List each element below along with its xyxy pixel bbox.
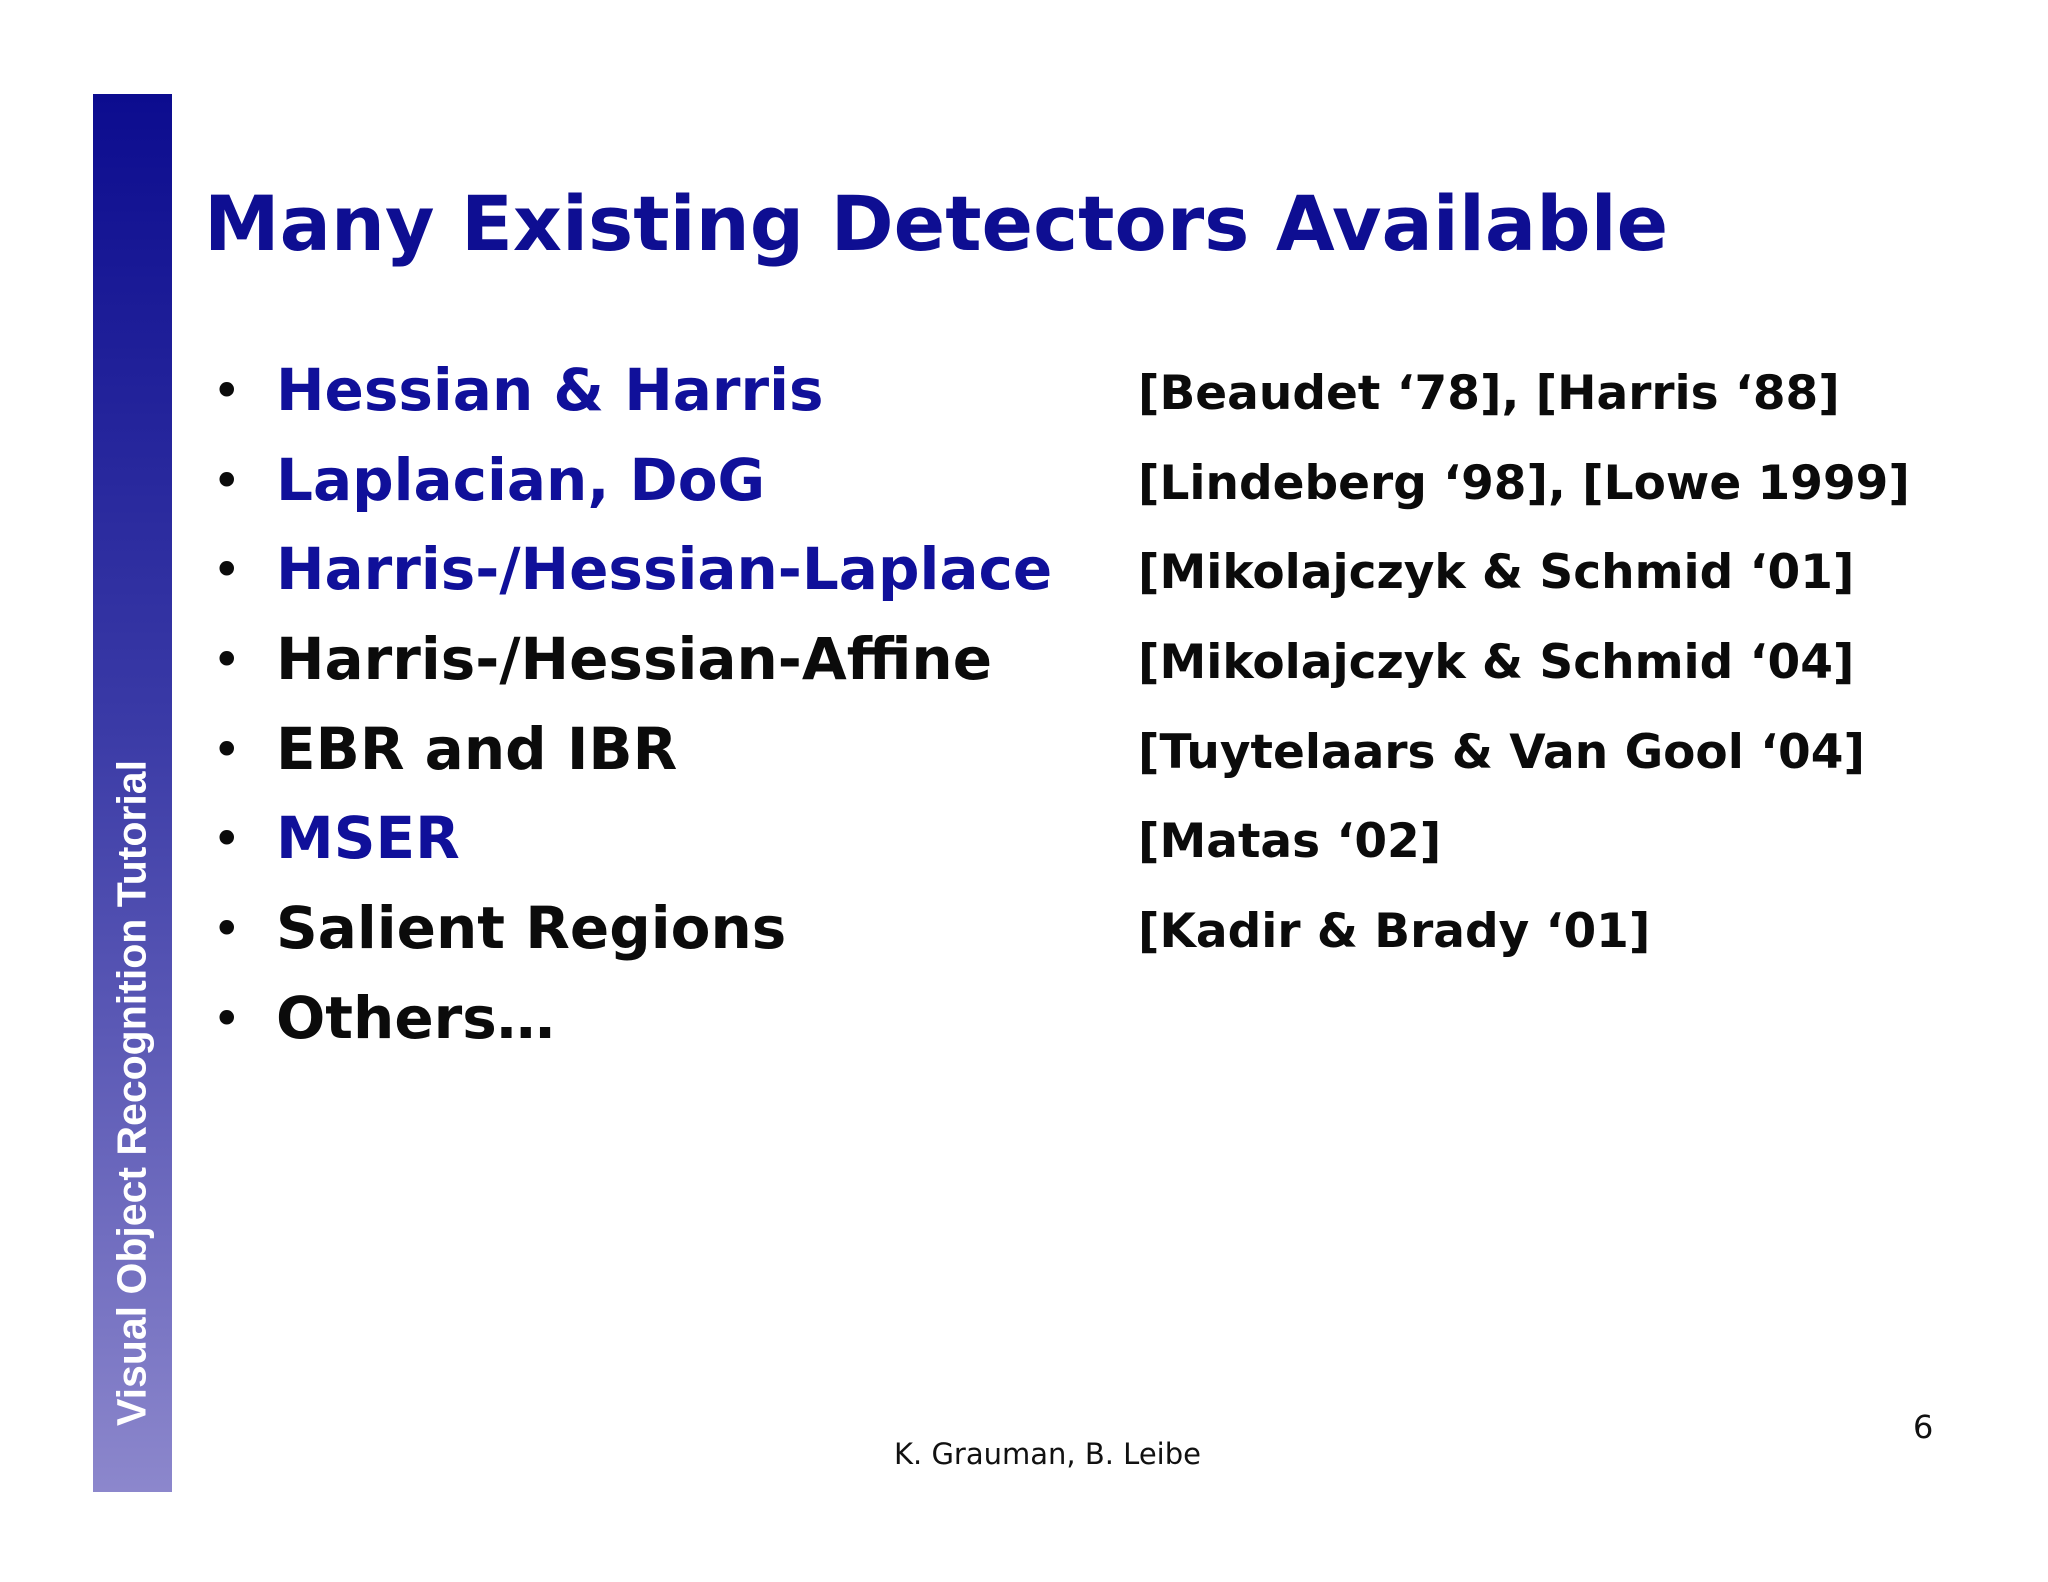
list-item bbox=[210, 625, 1960, 715]
footer-authors: K. Grauman, B. Leibe bbox=[894, 1437, 1201, 1471]
bullet-icon: • bbox=[212, 720, 242, 779]
reference: [Tuytelaars & Van Gool ‘04] bbox=[1138, 724, 1865, 780]
list-item bbox=[210, 535, 1960, 625]
reference: [Matas ‘02] bbox=[1138, 814, 1442, 870]
bullet-icon: • bbox=[212, 900, 242, 959]
page-number: 6 bbox=[1913, 1408, 1934, 1446]
sidebar-label: Visual Object Recognition Tutorial bbox=[108, 760, 155, 1426]
reference: [Mikolajczyk & Schmid ‘01] bbox=[1138, 545, 1855, 601]
detector-name: Harris-/Hessian-Laplace bbox=[276, 535, 1053, 604]
bullet-icon: • bbox=[212, 451, 242, 510]
detector-name: MSER bbox=[276, 804, 460, 873]
list-item bbox=[210, 804, 1960, 894]
list-item bbox=[210, 984, 1960, 1074]
reference: [Mikolajczyk & Schmid ‘04] bbox=[1138, 635, 1855, 691]
detector-name: EBR and IBR bbox=[276, 714, 678, 783]
list-item bbox=[210, 446, 1960, 536]
list-item bbox=[210, 715, 1960, 805]
reference: [Lindeberg ‘98], [Lowe 1999] bbox=[1138, 455, 1910, 511]
bullet-icon: • bbox=[212, 362, 242, 420]
detector-name: Others… bbox=[276, 983, 555, 1052]
detector-name: Harris-/Hessian-Affine bbox=[276, 625, 993, 694]
slide-title: Many Existing Detectors Available bbox=[204, 179, 1669, 268]
bullet-icon: • bbox=[212, 541, 242, 600]
bullet-icon: • bbox=[212, 810, 242, 869]
reference: [Kadir & Brady ‘01] bbox=[1138, 904, 1651, 960]
list-item bbox=[210, 894, 1960, 984]
bullet-icon: • bbox=[212, 631, 242, 690]
list-item bbox=[210, 356, 1960, 446]
detector-name: Laplacian, DoG bbox=[276, 445, 766, 514]
detector-list bbox=[210, 356, 1960, 1074]
detector-name: Salient Regions bbox=[276, 894, 787, 963]
reference: [Beaudet ‘78], [Harris ‘88] bbox=[1138, 366, 1840, 421]
detector-name: Hessian & Harris bbox=[276, 356, 824, 424]
bullet-icon: • bbox=[212, 989, 242, 1048]
